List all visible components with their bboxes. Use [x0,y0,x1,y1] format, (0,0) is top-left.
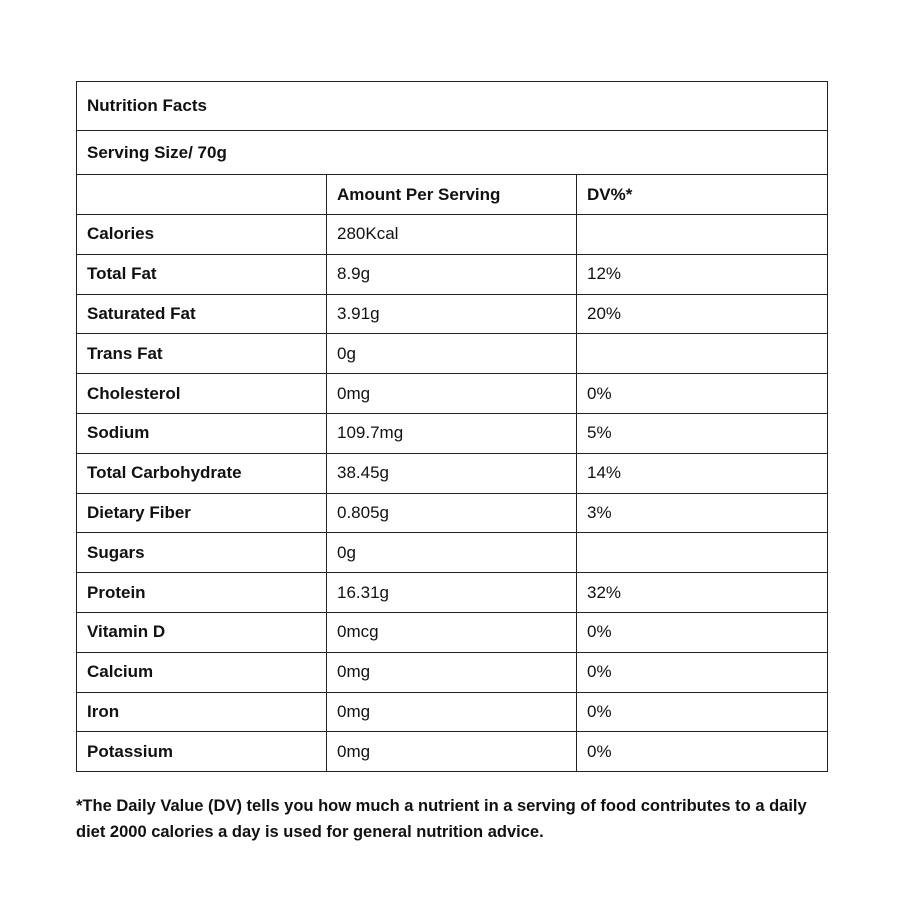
table-row [77,294,828,334]
table-row [77,334,828,374]
nutrient-name: Calories [77,215,327,255]
nutrient-amount: 0g [327,533,577,573]
nutrient-name: Vitamin D [77,612,327,652]
serving-row [77,131,828,175]
nutrient-amount: 16.31g [327,573,577,613]
table-row [77,413,828,453]
nutrient-amount: 0mcg [327,612,577,652]
dv-footnote: *The Daily Value (DV) tells you how much a nutrient in a serving of food contributes to a daily diet 2000 calories a day is used for general nutrition advice. [76,797,807,841]
nutrient-name: Calcium [77,652,327,692]
nutrition-table [76,81,828,772]
nutrient-dv: 0% [577,374,828,414]
nutrient-name: Sodium [77,413,327,453]
table-row [77,493,828,533]
nutrient-dv: 20% [577,294,828,334]
nutrient-dv: 3% [577,493,828,533]
nutrient-name: Protein [77,573,327,613]
serving-size: Serving Size/ 70g [77,131,828,175]
nutrient-amount: 0mg [327,692,577,732]
nutrition-label [76,81,827,772]
nutrient-dv [577,215,828,255]
nutrient-dv: 14% [577,453,828,493]
nutrient-amount: 0g [327,334,577,374]
nutrient-dv: 0% [577,612,828,652]
nutrient-dv: 5% [577,413,828,453]
nutrient-amount: 0mg [327,732,577,772]
table-row [77,254,828,294]
nutrient-dv [577,533,828,573]
header-amount: Amount Per Serving [327,175,577,215]
nutrient-name: Total Fat [77,254,327,294]
nutrient-dv: 0% [577,692,828,732]
nutrient-name: Sugars [77,533,327,573]
nutrient-amount: 280Kcal [327,215,577,255]
nutrient-amount: 8.9g [327,254,577,294]
nutrient-dv [577,334,828,374]
title-row [77,82,828,131]
nutrient-amount: 109.7mg [327,413,577,453]
nutrient-dv: 0% [577,732,828,772]
table-row [77,652,828,692]
table-row [77,533,828,573]
table-row [77,453,828,493]
header-dv: DV%* [577,175,828,215]
column-header-row [77,175,828,215]
table-row [77,374,828,414]
nutrient-amount: 0mg [327,374,577,414]
table-row [77,612,828,652]
nutrient-dv: 32% [577,573,828,613]
nutrient-amount: 0.805g [327,493,577,533]
table-row [77,692,828,732]
nutrient-dv: 0% [577,652,828,692]
nutrient-name: Trans Fat [77,334,327,374]
nutrient-amount: 38.45g [327,453,577,493]
nutrient-name: Total Carbohydrate [77,453,327,493]
nutrient-name: Cholesterol [77,374,327,414]
nutrient-name: Potassium [77,732,327,772]
table-row [77,215,828,255]
nutrient-dv: 12% [577,254,828,294]
nutrient-amount: 3.91g [327,294,577,334]
table-row [77,732,828,772]
nutrient-amount: 0mg [327,652,577,692]
table-row [77,573,828,613]
nutrient-name: Iron [77,692,327,732]
label-title: Nutrition Facts [77,82,828,131]
nutrient-name: Saturated Fat [77,294,327,334]
header-nutrient [77,175,327,215]
nutrient-name: Dietary Fiber [77,493,327,533]
